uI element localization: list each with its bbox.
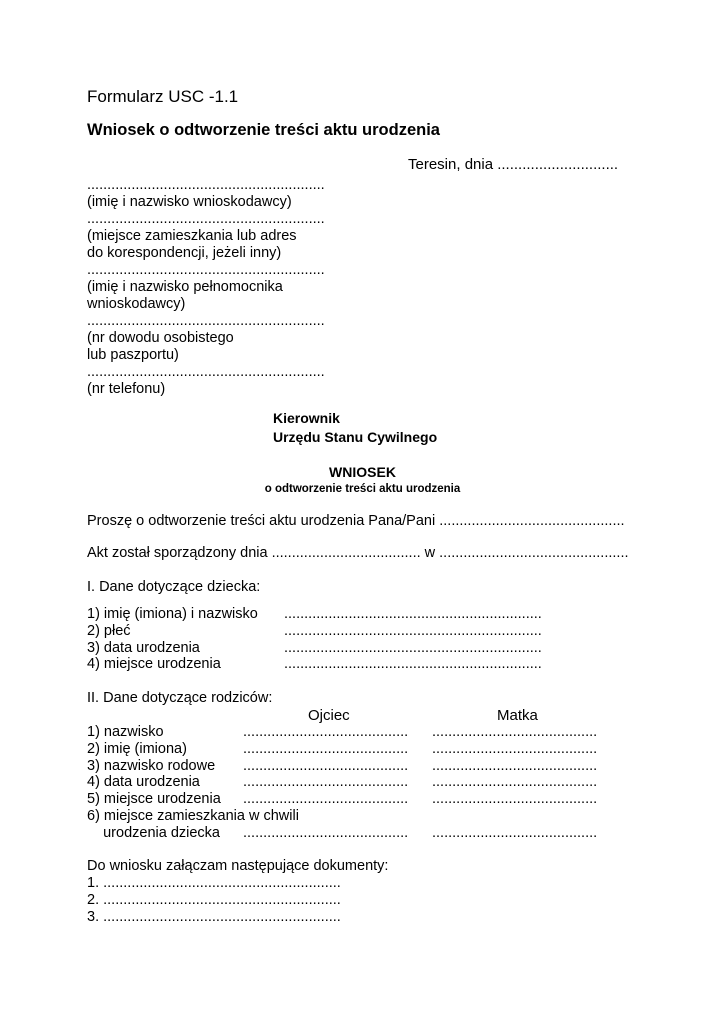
phone-dots: ........................................................... — [87, 364, 325, 380]
mother-field-dots: ......................................... — [432, 774, 598, 791]
mother-field-dots — [432, 808, 597, 825]
proxy-name-dots: ........................................................... — [87, 262, 325, 278]
attachment-item: 3. ........................................................... — [87, 908, 341, 925]
request-heading: WNIOSEK — [329, 464, 396, 480]
phone-caption: (nr telefonu) — [87, 381, 166, 397]
child-field-label: 3) data urodzenia — [87, 639, 200, 656]
applicant-address-caption-2: do korespondencji, jeżeli inny) — [87, 245, 282, 261]
id-number-dots: ........................................................... — [87, 313, 325, 329]
child-field-dots: ................................................................ — [284, 606, 542, 622]
child-field-label: 2) płeć — [87, 622, 131, 639]
father-field-dots — [243, 808, 408, 825]
attachment-item: 1. ........................................................... — [87, 875, 341, 891]
parent-field-label: 5) miejsce urodzenia — [87, 791, 221, 808]
request-subheading: o odtworzenie treści aktu urodzenia — [264, 483, 461, 495]
mother-field-dots: ......................................... — [432, 740, 598, 757]
father-field-dots: ......................................... — [243, 757, 409, 774]
request-line-1: Proszę o odtworzenie treści aktu urodzenia Pana/Pani .............................................. — [87, 513, 625, 529]
attachment-item: 2. ........................................................... — [87, 891, 341, 908]
mother-dots — [432, 724, 597, 842]
child-field-dots: ................................................................ — [284, 656, 542, 673]
attachments-list — [87, 875, 341, 925]
mother-field-dots: ......................................... — [432, 791, 598, 808]
child-field-dots: ................................................................ — [284, 622, 542, 639]
parent-field-label: 3) nazwisko rodowe — [87, 757, 216, 774]
parent-field-label: 1) nazwisko — [87, 724, 164, 740]
parent-field-label: 6) miejsce zamieszkania w chwili — [87, 807, 299, 824]
applicant-address-dots: ........................................................... — [87, 211, 325, 227]
applicant-address-caption-1: (miejsce zamieszkania lub adres — [87, 228, 297, 244]
father-field-dots: ......................................... — [243, 724, 409, 740]
father-dots — [243, 724, 408, 842]
attachments-section-title: Do wniosku załączam następujące dokumenty: — [87, 858, 389, 874]
proxy-name-caption-1: (imię i nazwisko pełnomocnika — [87, 279, 283, 295]
id-number-caption-1: (nr dowodu osobistego — [87, 330, 234, 346]
document-title: Wniosek o odtworzenie treści aktu urodzenia — [87, 121, 440, 139]
mother-field-dots: ......................................... — [432, 757, 598, 774]
parent-field-label: urodzenia dziecka — [87, 824, 220, 841]
proxy-name-caption-2: wnioskodawcy) — [87, 296, 186, 312]
father-field-dots: ......................................... — [243, 791, 409, 808]
father-column-header: Ojciec — [308, 707, 350, 724]
parents-section-title: II. Dane dotyczące rodziców: — [87, 690, 273, 706]
child-labels — [87, 606, 258, 673]
request-line-2: Akt został sporządzony dnia ..................................... w ............................................... — [87, 545, 629, 561]
recipient-line-2: Urzędu Stanu Cywilnego — [273, 429, 438, 445]
recipient-block — [273, 409, 437, 447]
parent-field-label: 4) data urodzenia — [87, 774, 200, 791]
applicant-name-caption: (imię i nazwisko wnioskodawcy) — [87, 194, 292, 210]
applicant-block — [87, 177, 325, 398]
place-date-line: Teresin, dnia ............................. — [408, 156, 619, 173]
child-section-title: I. Dane dotyczące dziecka: — [87, 579, 261, 595]
parent-field-label: 2) imię (imiona) — [87, 740, 187, 757]
id-number-caption-2: lub paszportu) — [87, 347, 179, 363]
mother-column-header: Matka — [497, 707, 538, 724]
mother-field-dots: ......................................... — [432, 724, 598, 740]
father-field-dots: ......................................... — [243, 824, 409, 841]
child-field-label: 4) miejsce urodzenia — [87, 656, 221, 673]
mother-field-dots: ......................................... — [432, 824, 598, 841]
form-code: Formularz USC -1.1 — [87, 87, 239, 106]
child-dots — [284, 606, 542, 673]
father-field-dots: ......................................... — [243, 774, 409, 791]
child-field-dots: ................................................................ — [284, 639, 542, 656]
child-field-label: 1) imię (imiona) i nazwisko — [87, 606, 258, 622]
father-field-dots: ......................................... — [243, 740, 409, 757]
recipient-line-1: Kierownik — [273, 410, 340, 426]
applicant-name-dots: ........................................................... — [87, 177, 325, 193]
